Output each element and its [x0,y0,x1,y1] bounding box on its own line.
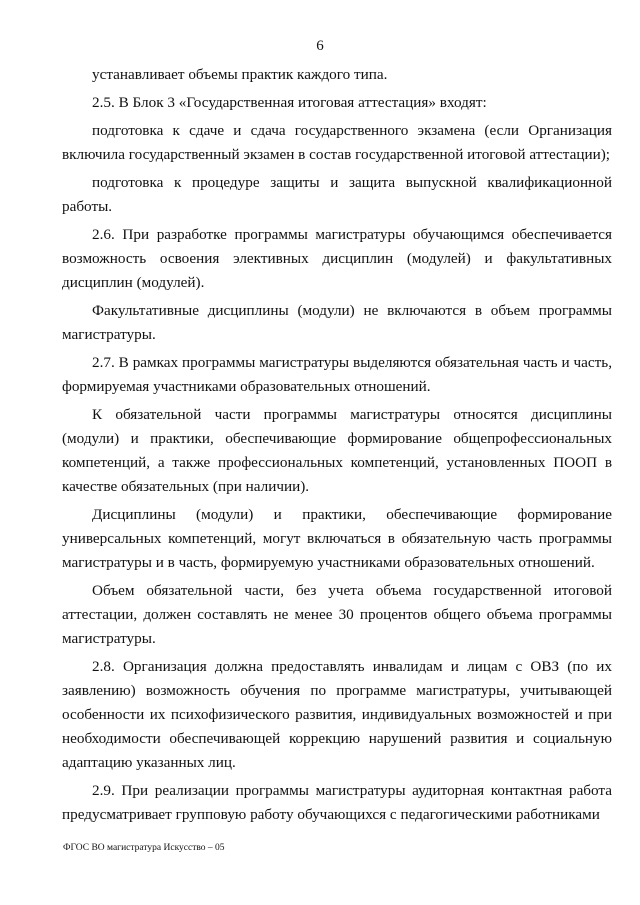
paragraph-practices-volume: устанавливает объемы практик каждого типа. [92,66,388,83]
footer-document-title: ФГОС ВО магистратура Искусство – 05 [63,843,225,853]
paragraph-2-8: 2.8. Организация должна предоставлять инвалидам и лицам с ОВЗ (по их заявлению) возможность обучения по программе магистратуры, учитывающей особенности их психофизического развития, индивидуальных возможностей и при необходимости обеспечивающей коррекцию нарушений развития и социальную адаптацию указанных лиц. [62,658,612,771]
paragraph-thesis-defense: подготовка к процедуре защиты и защита выпускной квалификационной работы. [62,174,612,215]
paragraph-universal-competencies: Дисциплины (модули) и практики, обеспечивающие формирование универсальных компетенций, могут включаться в обязательную часть программы магистратуры и в часть, формируемую участниками образовательных отношений. [62,506,612,571]
paragraph-2-7: 2.7. В рамках программы магистратуры выделяются обязательная часть и часть, формируемая участниками образовательных отношений. [62,354,612,395]
page-number: 6 [316,38,324,54]
document-body [62,63,612,827]
paragraph-optional-disciplines: Факультативные дисциплины (модули) не включаются в объем программы магистратуры. [62,302,612,343]
paragraph-2-9: 2.9. При реализации программы магистратуры аудиторная контактная работа предусматривает групповую работу обучающихся с педагогическими работниками [62,782,612,823]
paragraph-2-6: 2.6. При разработке программы магистратуры обучающимся обеспечивается возможность освоения элективных дисциплин (модулей) и факультативных дисциплин (модулей). [62,226,612,291]
paragraph-2-5: 2.5. В Блок 3 «Государственная итоговая аттестация» входят: [92,94,487,111]
paragraph-mandatory-part: К обязательной части программы магистратуры относятся дисциплины (модули) и практики, обеспечивающие формирование общепрофессиональных компетенций, а также профессиональных компетенций, установленных ПООП в качестве обязательных (при наличии). [62,406,612,495]
paragraph-mandatory-volume: Объем обязательной части, без учета объема государственной итоговой аттестации, должен составлять не менее 30 процентов общего объема программы магистратуры. [62,582,612,647]
paragraph-state-exam: подготовка к сдаче и сдача государственного экзамена (если Организация включила государственный экзамен в состав государственной итоговой аттестации); [62,122,612,163]
